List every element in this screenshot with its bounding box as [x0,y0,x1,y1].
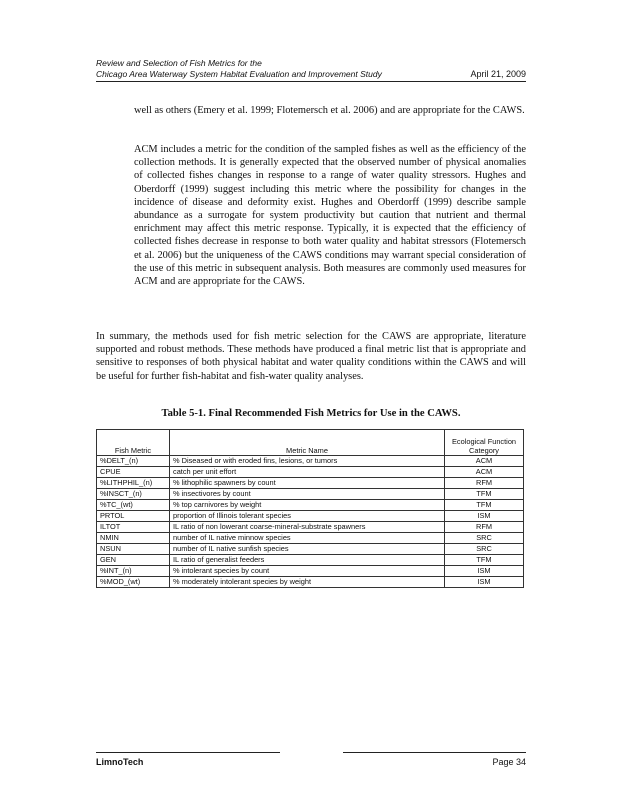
cell-metric-name: % Diseased or with eroded fins, lesions, or tumors [170,456,445,467]
paragraph-continuation: well as others (Emery et al. 1999; Flotemersch et al. 2006) and are appropriate for the CAWS. [134,105,525,116]
paragraph-acm: ACM includes a metric for the condition of the sampled fishes as well as the efficiency of the collection methods. It is generally expected that the observed number of physical anomalies of collected fishes changes in response to a range of water quality stressors. Hughes and Oberdorff (1999) suggest including this metric where the possibility for changes in the incidence of disease and deformity exist. Hughes and Oberdorff (1999) describe sample abundance as a surrogate for system productivity but caution that nutrient and thermal enrichment may affect this metric response. Typically, it is expected that the efficiency of collected fishes decrease in response to both water quality and habitat stressors (Flotemersch et al. 2006) but the uniqueness of the CAWS conditions may warrant special consideration of the use of this metric in subsequent analysis. Both measures are commonly used measures for ACM and are appropriate for the CAWS. [134,144,526,288]
cell-metric-name: % top carnivores by weight [170,500,445,511]
cell-metric-name: number of IL native sunfish species [170,544,445,555]
footer-rule-right [343,752,526,753]
cell-fish-metric: ILTOT [97,522,170,533]
cell-metric-name: % moderately intolerant species by weight [170,577,445,588]
cell-fish-metric: %INSCT_(n) [97,489,170,500]
cell-category: SRC [445,544,524,555]
header-rule [96,81,526,82]
table-row [97,533,524,544]
footer-rule-left [96,752,280,753]
table-row [97,544,524,555]
cell-metric-name: % insectivores by count [170,489,445,500]
table-row [97,566,524,577]
table-caption: Table 5-1. Final Recommended Fish Metrics for Use in the CAWS. [161,408,461,419]
header-metric-name: Metric Name [170,430,445,456]
cell-fish-metric: PRTOL [97,511,170,522]
cell-category: TFM [445,555,524,566]
cell-fish-metric: %INT_(n) [97,566,170,577]
cell-category: ISM [445,511,524,522]
header-fish-metric: Fish Metric [97,430,170,456]
table-header-row [97,430,524,456]
header-date: April 21, 2009 [470,69,526,79]
cell-category: ACM [445,467,524,478]
header-ecological-category: Ecological Function Category [445,430,524,456]
cell-metric-name: proportion of Illinois tolerant species [170,511,445,522]
footer-page-number: Page 34 [492,757,526,767]
cell-metric-name: % intolerant species by count [170,566,445,577]
cell-fish-metric: CPUE [97,467,170,478]
cell-category: RFM [445,522,524,533]
page-header [96,58,526,80]
paragraph-summary: In summary, the methods used for fish metric selection for the CAWS are appropriate, literature supported and robust methods. These methods have produced a final metric list that is appropriate and sensitive to responses of both physical habitat and water quality conditions within the CAWS and will be useful for further fish-habitat and fish-water quality analyses. [96,331,526,382]
cell-category: RFM [445,478,524,489]
cell-fish-metric: NSUN [97,544,170,555]
cell-metric-name: catch per unit effort [170,467,445,478]
cell-fish-metric: GEN [97,555,170,566]
cell-fish-metric: NMIN [97,533,170,544]
table-row [97,456,524,467]
cell-metric-name: IL ratio of generalist feeders [170,555,445,566]
cell-category: ISM [445,577,524,588]
footer-company: LimnoTech [96,757,144,767]
table-row [97,577,524,588]
cell-fish-metric: %TC_(wt) [97,500,170,511]
cell-category: ISM [445,566,524,577]
cell-fish-metric: %DELT_(n) [97,456,170,467]
table-row [97,511,524,522]
fish-metrics-table [96,429,524,588]
cell-metric-name: number of IL native minnow species [170,533,445,544]
cell-metric-name: % lithophilic spawners by count [170,478,445,489]
cell-fish-metric: %LITHPHIL_(n) [97,478,170,489]
table-row [97,522,524,533]
cell-fish-metric: %MOD_(wt) [97,577,170,588]
cell-category: SRC [445,533,524,544]
table-row [97,467,524,478]
cell-category: TFM [445,500,524,511]
cell-category: ACM [445,456,524,467]
cell-metric-name: IL ratio of non lowerant coarse-mineral-substrate spawners [170,522,445,533]
table-row [97,478,524,489]
table-row [97,500,524,511]
header-title-line2: Chicago Area Waterway System Habitat Evaluation and Improvement Study [96,69,382,79]
cell-category: TFM [445,489,524,500]
table-row [97,489,524,500]
table-row [97,555,524,566]
header-title-line1: Review and Selection of Fish Metrics for the [96,58,262,68]
